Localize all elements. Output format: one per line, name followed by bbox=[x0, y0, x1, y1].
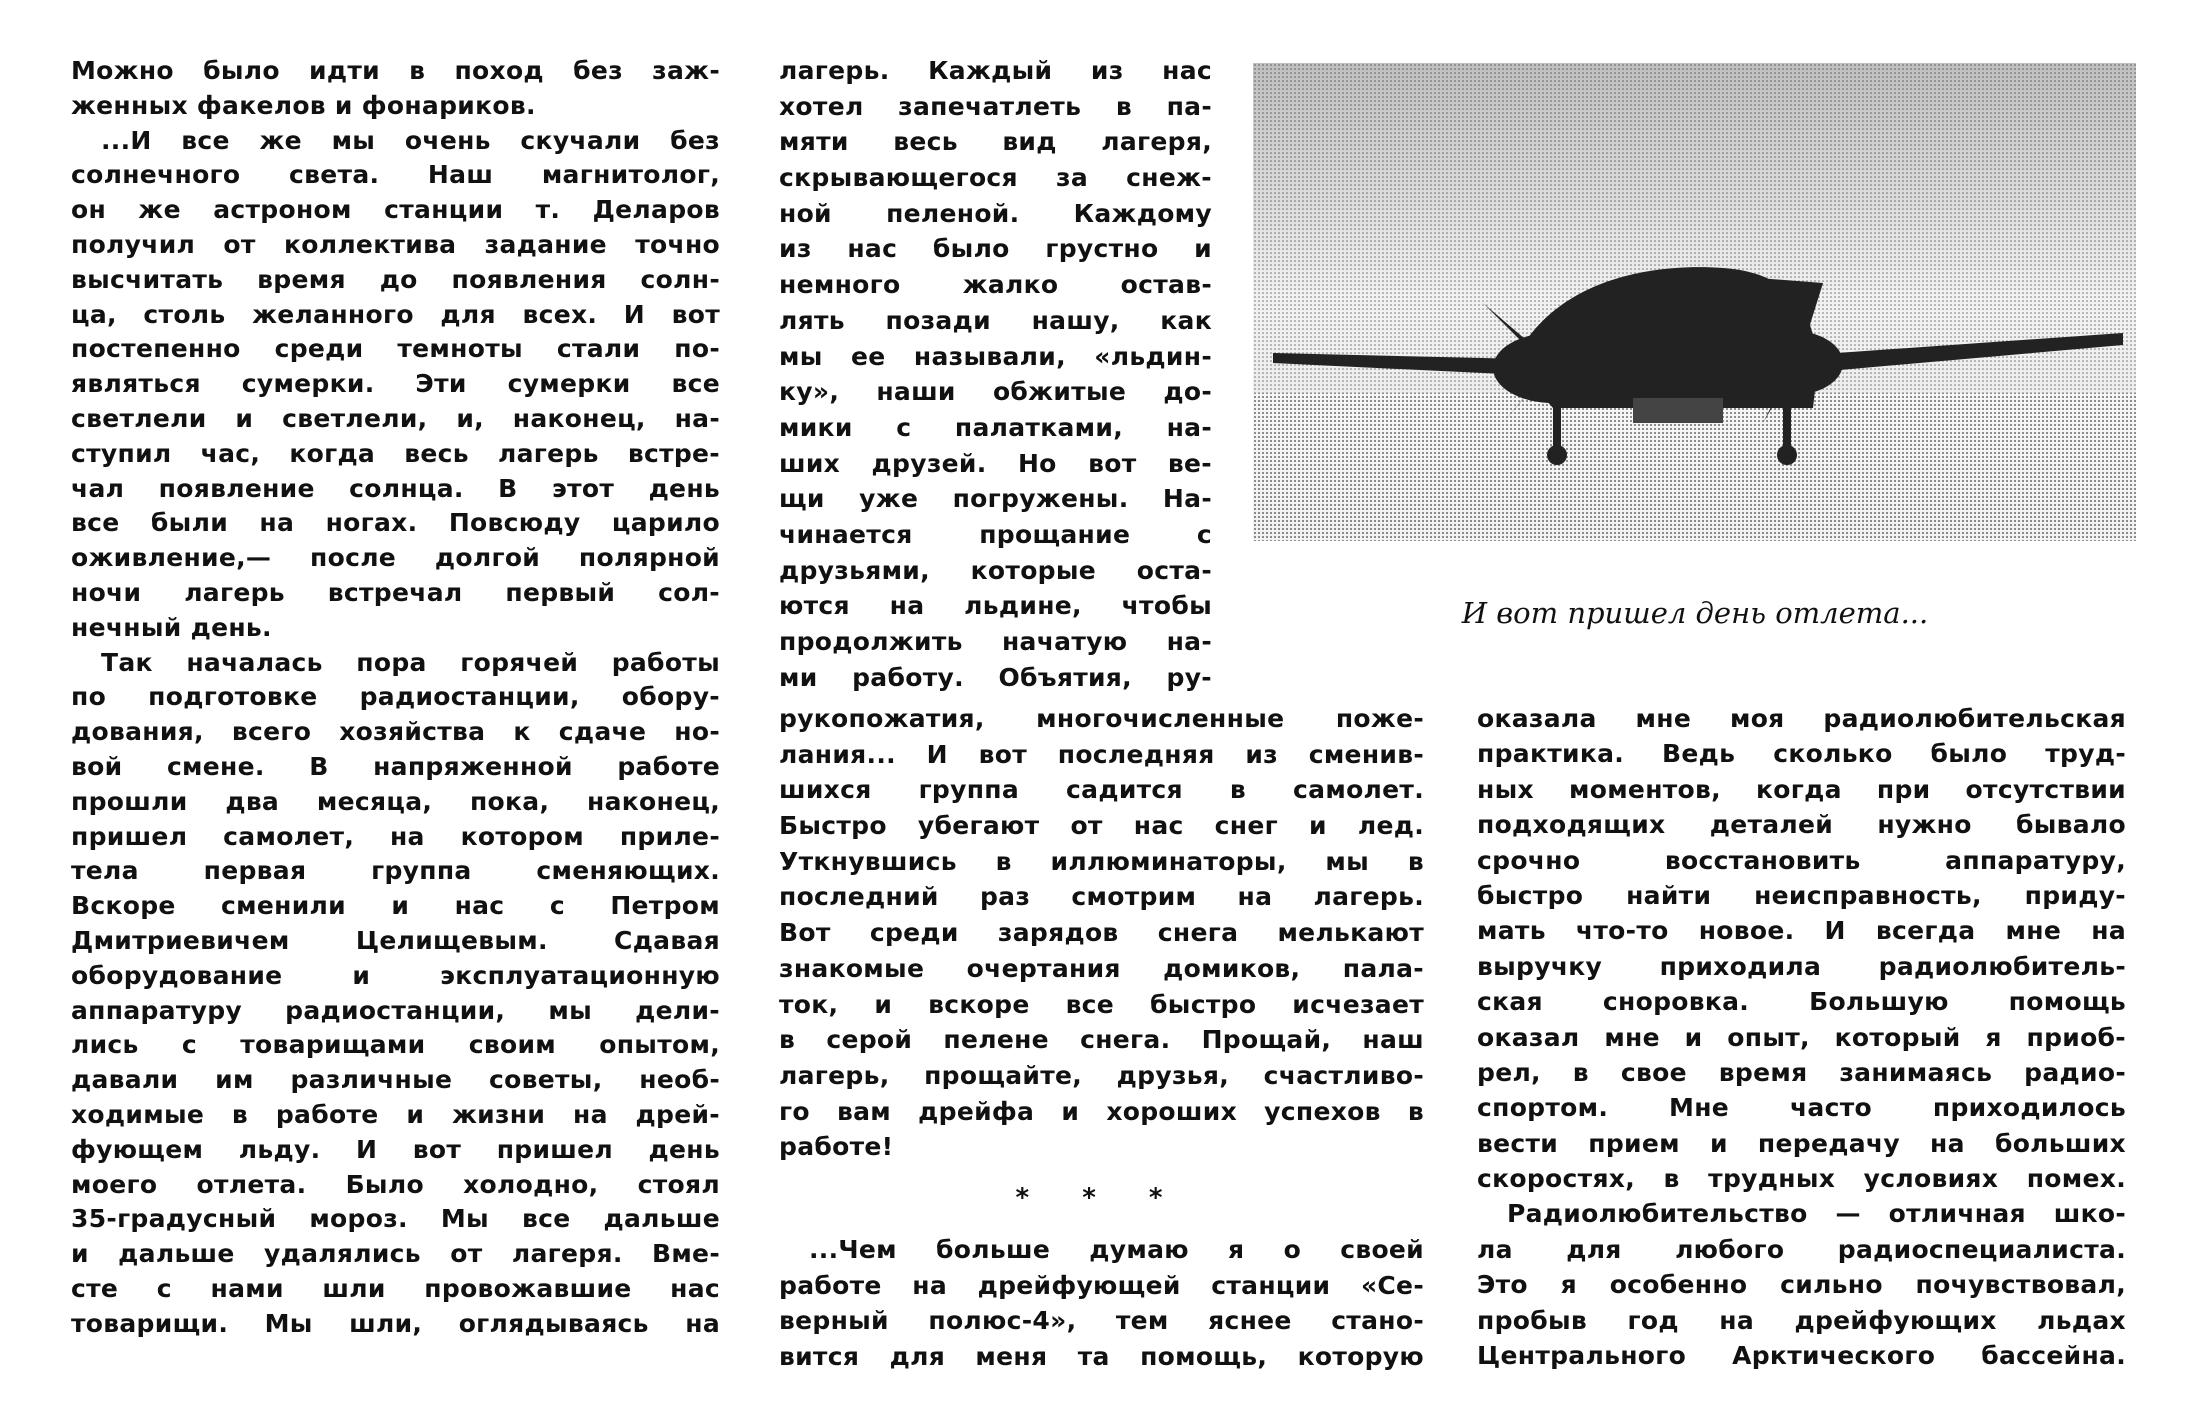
text-line: го вам дрейфа и хороших успехов в bbox=[779, 1096, 1424, 1126]
text-line: вится для меня та помощь, которую bbox=[779, 1342, 1424, 1372]
text-line: Быстро убегают от нас снег и лед. bbox=[779, 811, 1424, 841]
text-line: из нас было грустно и bbox=[779, 234, 1212, 264]
article-column-2-top bbox=[779, 53, 1212, 695]
text-line: продолжить начатую на- bbox=[779, 627, 1212, 656]
text-line: хотел запечатлеть в па- bbox=[779, 91, 1212, 121]
text-line: по подготовке радиостанции, обору- bbox=[71, 682, 720, 712]
text-line: Уткнувшись в иллюминаторы, мы в bbox=[779, 846, 1424, 876]
text-line: Вот среди зарядов снега мелькают bbox=[779, 918, 1424, 948]
text-line: друзьями, которые оста- bbox=[779, 555, 1212, 585]
text-line: оборудование и эксплуатационную bbox=[71, 960, 720, 990]
text-line: чинается прощание с bbox=[779, 519, 1212, 549]
text-line: Вскоре сменили и нас с Петром bbox=[71, 891, 720, 921]
text-line: аппаратуру радиостанции, мы дели- bbox=[71, 995, 720, 1025]
text-line: сте с нами шли провожавшие нас bbox=[71, 1273, 720, 1303]
text-line: оживление,— после долгой полярной bbox=[71, 543, 720, 573]
text-line: спортом. Мне часто приходилось bbox=[1477, 1093, 2126, 1123]
text-line: практика. Ведь сколько было труд- bbox=[1477, 739, 2126, 769]
text-line: Центрального Арктического бассейна. bbox=[1477, 1341, 2126, 1371]
text-line: в серой пелене снега. Прощай, наш bbox=[779, 1025, 1424, 1055]
text-line: рел, в свое время занимаясь радио- bbox=[1477, 1057, 2126, 1087]
section-separator: * * * bbox=[1015, 1183, 1185, 1213]
text-line: шихся группа садится в самолет. bbox=[779, 775, 1424, 805]
text-line: знакомые очертания домиков, пала- bbox=[779, 953, 1424, 983]
text-line: ла для любого радиоспециалиста. bbox=[1477, 1234, 2126, 1264]
text-line: 35-градусный мороз. Мы все дальше bbox=[71, 1204, 720, 1234]
text-line: ются на льдине, чтобы bbox=[779, 591, 1212, 621]
text-line: ток, и вскоре все быстро исчезает bbox=[779, 989, 1424, 1019]
text-line: нечный день. bbox=[71, 612, 272, 642]
text-line: светлели и светлели, и, наконец, на- bbox=[71, 403, 720, 433]
airplane-photo bbox=[1253, 63, 2136, 541]
text-line: мы ее называли, «льдин- bbox=[779, 341, 1212, 371]
text-line: пробыв год на дрейфующих льдах bbox=[1477, 1305, 2126, 1335]
text-line: вести прием и передачу на больших bbox=[1477, 1128, 2126, 1158]
text-line: тела первая группа сменяющих. bbox=[71, 856, 720, 886]
article-column-3 bbox=[1477, 701, 2126, 1373]
text-line: скоростях, в трудных условиях помех. bbox=[1477, 1164, 2126, 1194]
text-line: ца, столь желанного для всех. И вот bbox=[71, 299, 720, 329]
text-line: мяти весь вид лагеря, bbox=[779, 127, 1212, 157]
text-line: товарищи. Мы шли, оглядываясь на bbox=[71, 1308, 720, 1338]
text-line: работе! bbox=[779, 1132, 894, 1162]
text-line: ми работу. Объятия, ру- bbox=[779, 662, 1212, 692]
text-line: Можно было идти в поход без заж- bbox=[71, 56, 720, 85]
text-line: он же астроном станции т. Деларов bbox=[71, 195, 720, 225]
text-line: щи уже погружены. На- bbox=[779, 484, 1212, 514]
text-line: Так началась пора горячей работы bbox=[101, 647, 720, 677]
photo-caption: И вот пришел день отлета... bbox=[1461, 596, 1929, 630]
text-line: ...И все же мы очень скучали без bbox=[101, 125, 720, 155]
text-line: Это я особенно сильно почувствовал, bbox=[1477, 1270, 2126, 1300]
text-line: лагерь, прощайте, друзья, счастливо- bbox=[779, 1060, 1424, 1090]
text-line: быстро найти неисправность, приду- bbox=[1477, 880, 2126, 910]
text-line: Дмитриевичем Целищевым. Сдавая bbox=[71, 925, 720, 955]
text-line: ных моментов, когда при отсутствии bbox=[1477, 774, 2126, 804]
text-line: постепенно среди темноты стали по- bbox=[71, 334, 720, 364]
text-line: мать что-то новое. И всегда мне на bbox=[1477, 916, 2126, 946]
text-line: ших друзей. Но вот ве- bbox=[779, 448, 1212, 478]
text-line: верный полюс-4», тем яснее стано- bbox=[779, 1306, 1424, 1336]
text-line: выручку приходила радиолюбитель- bbox=[1477, 951, 2126, 981]
text-line: фующем льду. И вот пришел день bbox=[71, 1134, 720, 1164]
text-line: ной пеленой. Каждому bbox=[779, 198, 1212, 228]
article-column-1 bbox=[71, 54, 720, 1341]
text-line: немного жалко остав- bbox=[779, 270, 1212, 300]
article-column-2-middle bbox=[779, 701, 1424, 1165]
text-line: работе на дрейфующей станции «Се- bbox=[779, 1270, 1424, 1300]
text-line: все были на ногах. Повсюду царило bbox=[71, 508, 720, 538]
text-line: лагерь. Каждый из нас bbox=[779, 56, 1212, 85]
text-line: дования, всего хозяйства к сдаче но- bbox=[71, 717, 720, 747]
text-line: рукопожатия, многочисленные поже- bbox=[779, 704, 1424, 733]
text-line: и дальше удалялись от лагеря. Вме- bbox=[71, 1239, 720, 1269]
text-line: ку», наши обжитые до- bbox=[779, 377, 1212, 407]
text-line: ...Чем больше думаю я о своей bbox=[809, 1235, 1424, 1264]
text-line: последний раз смотрим на лагерь. bbox=[779, 882, 1424, 912]
text-line: получил от коллектива задание точно bbox=[71, 229, 720, 259]
text-line: ская сноровка. Большую помощь bbox=[1477, 987, 2126, 1017]
text-line: подходящих деталей нужно бывало bbox=[1477, 810, 2126, 840]
article-column-2-bottom bbox=[779, 1232, 1424, 1375]
text-line: лять позади нашу, как bbox=[779, 305, 1212, 335]
text-line: вой смене. В напряженной работе bbox=[71, 751, 720, 781]
text-line: пришел самолет, на котором приле- bbox=[71, 821, 720, 851]
text-line: ночи лагерь встречал первый сол- bbox=[71, 577, 720, 607]
text-line: лания... И вот последняя из сменив- bbox=[779, 739, 1424, 769]
text-line: женных факелов и фонариков. bbox=[71, 90, 536, 120]
text-line: оказал мне и опыт, который я приоб- bbox=[1477, 1022, 2126, 1052]
text-line: Радиолюбительство — отличная шко- bbox=[1507, 1199, 2126, 1229]
text-line: оказала мне моя радиолюбительская bbox=[1477, 704, 2126, 733]
text-line: являться сумерки. Эти сумерки все bbox=[71, 369, 720, 399]
text-line: моего отлета. Было холодно, стоял bbox=[71, 1169, 720, 1199]
text-line: чал появление солнца. В этот день bbox=[71, 473, 720, 503]
text-line: мики с палатками, на- bbox=[779, 412, 1212, 442]
text-line: ступил час, когда весь лагерь встре- bbox=[71, 438, 720, 468]
text-line: давали им различные советы, необ- bbox=[71, 1065, 720, 1095]
text-line: солнечного света. Наш магнитолог, bbox=[71, 160, 720, 190]
text-line: срочно восстановить аппаратуру, bbox=[1477, 845, 2126, 875]
text-line: скрывающегося за снеж- bbox=[779, 163, 1212, 193]
text-line: ходимые в работе и жизни на дрей- bbox=[71, 1099, 720, 1129]
text-line: высчитать время до появления солн- bbox=[71, 264, 720, 294]
text-line: лись с товарищами своим опытом, bbox=[71, 1030, 720, 1060]
text-line: прошли два месяца, пока, наконец, bbox=[71, 786, 720, 816]
